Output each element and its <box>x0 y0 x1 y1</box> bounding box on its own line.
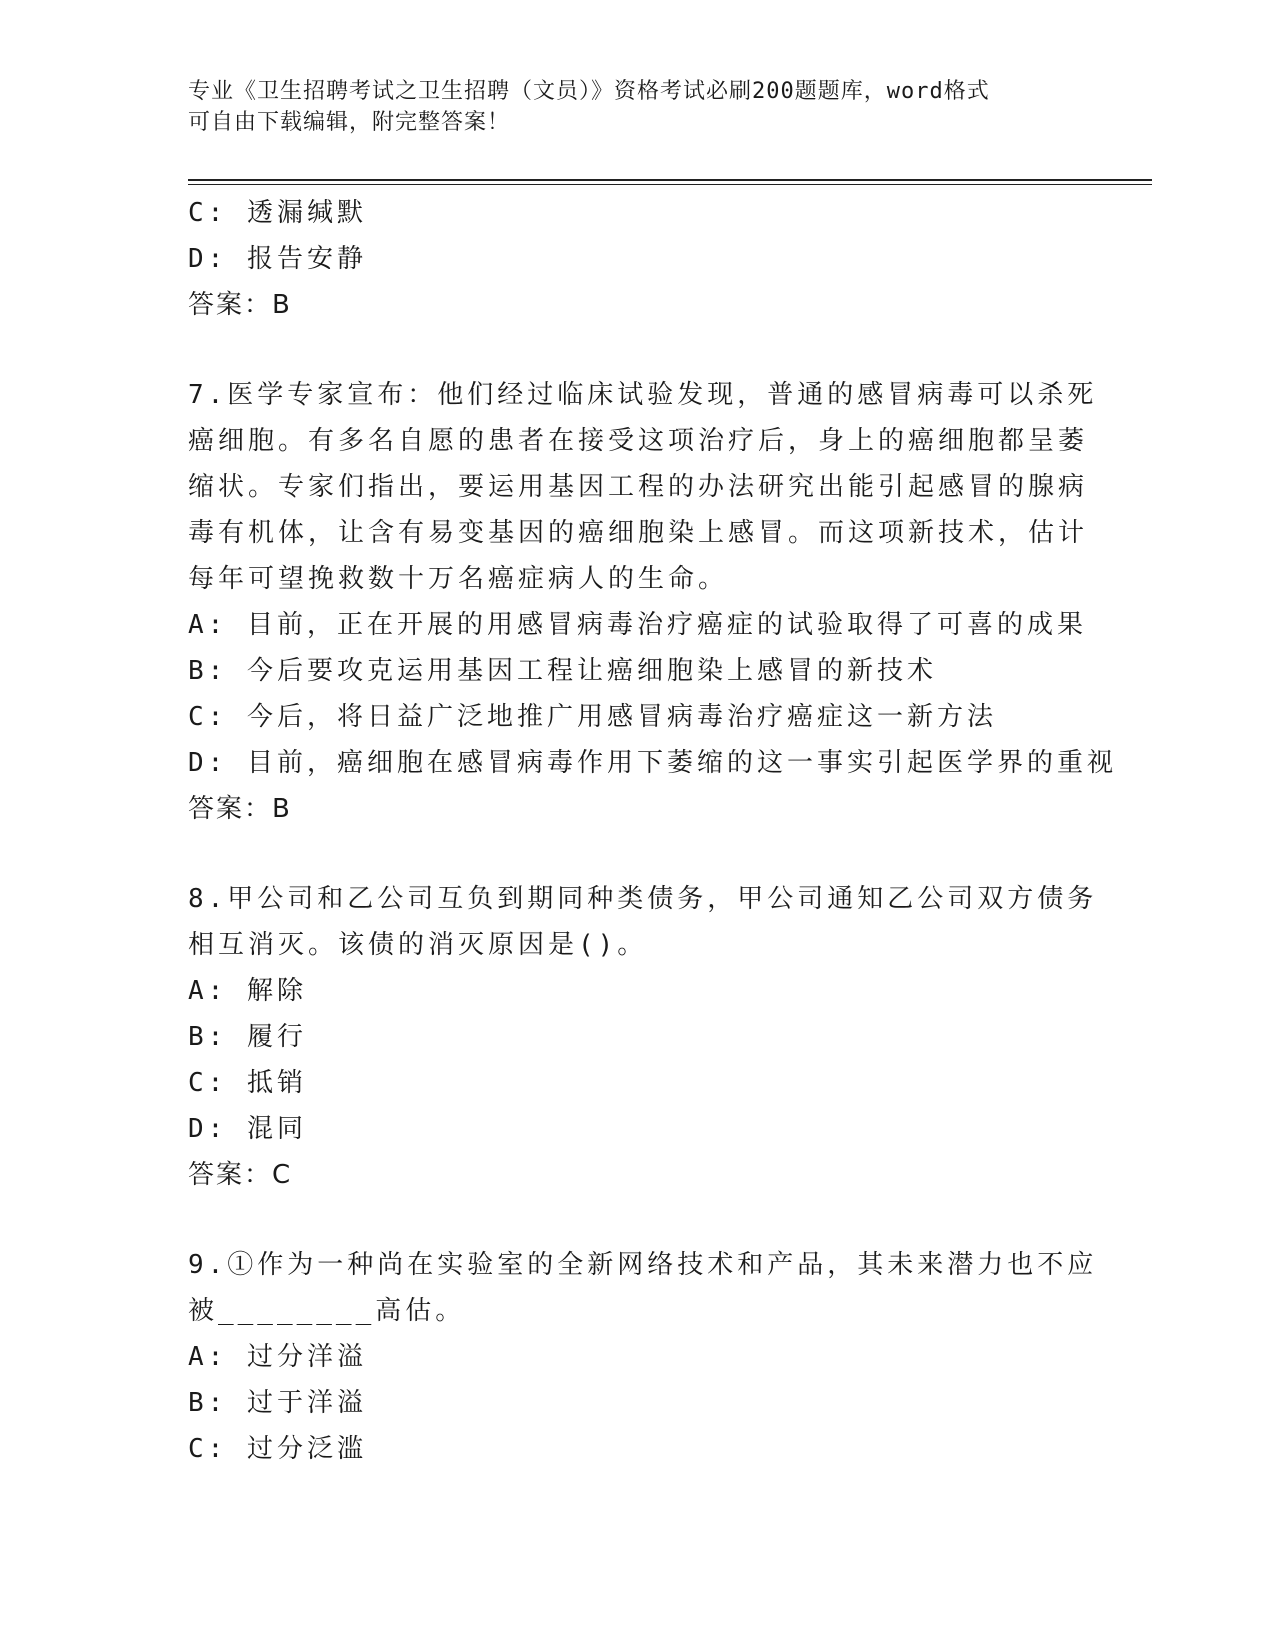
question-text-line: 8.甲公司和乙公司互负到期同种类债务，甲公司通知乙公司双方债务 <box>188 884 1098 914</box>
question-text-line: 7.医学专家宣布：他们经过临床试验发现，普通的感冒病毒可以杀死 <box>188 380 1098 410</box>
answer: 答案：B <box>188 794 292 824</box>
question-text-line: 缩状。专家们指出，要运用基因工程的办法研究出能引起感冒的腺病 <box>188 472 1089 502</box>
header-rule-thick <box>188 179 1152 181</box>
header-line-2: 可自由下载编辑，附完整答案！ <box>188 110 511 135</box>
option-a: A: 目前，正在开展的用感冒病毒治疗癌症的试验取得了可喜的成果 <box>188 610 1087 640</box>
prev-question-block <box>188 190 1088 328</box>
answer: 答案：B <box>188 290 292 320</box>
option-d: D: 报告安静 <box>188 244 367 274</box>
question-content <box>188 190 1117 1472</box>
question-text-line: 被________高估。 <box>188 1296 466 1326</box>
option-c: C: 过分泛滥 <box>188 1434 367 1464</box>
header-rule-thin <box>188 184 1152 185</box>
option-c: C: 今后，将日益广泛地推广用感冒病毒治疗癌症这一新方法 <box>188 702 997 732</box>
question-9 <box>188 1242 1098 1472</box>
answer: 答案：C <box>188 1160 293 1190</box>
option-d: D: 目前，癌细胞在感冒病毒作用下萎缩的这一事实引起医学界的重视 <box>188 748 1117 778</box>
question-text-line: 毒有机体，让含有易变基因的癌细胞染上感冒。而这项新技术，估计 <box>188 518 1089 548</box>
option-b: B: 履行 <box>188 1022 307 1052</box>
option-b: B: 过于洋溢 <box>188 1388 367 1418</box>
question-7 <box>188 372 1117 832</box>
question-8 <box>188 876 1098 1198</box>
header-line-1: 专业《卫生招聘考试之卫生招聘（文员）》资格考试必刷200题题库，word格式 <box>188 79 990 104</box>
question-text-line: 相互消灭。该债的消灭原因是()。 <box>188 930 648 960</box>
question-text-line: 癌细胞。有多名自愿的患者在接受这项治疗后，身上的癌细胞都呈萎 <box>188 426 1089 456</box>
question-text-line: 每年可望挽救数十万名癌症病人的生命。 <box>188 564 729 594</box>
option-a: A: 过分洋溢 <box>188 1342 367 1372</box>
option-a: A: 解除 <box>188 976 307 1006</box>
option-c: C: 抵销 <box>188 1068 307 1098</box>
option-c: C: 透漏缄默 <box>188 198 367 228</box>
document-header <box>188 76 1068 138</box>
question-text-line: 9.①作为一种尚在实验室的全新网络技术和产品，其未来潜力也不应 <box>188 1250 1098 1280</box>
option-d: D: 混同 <box>188 1114 307 1144</box>
option-b: B: 今后要攻克运用基因工程让癌细胞染上感冒的新技术 <box>188 656 937 686</box>
